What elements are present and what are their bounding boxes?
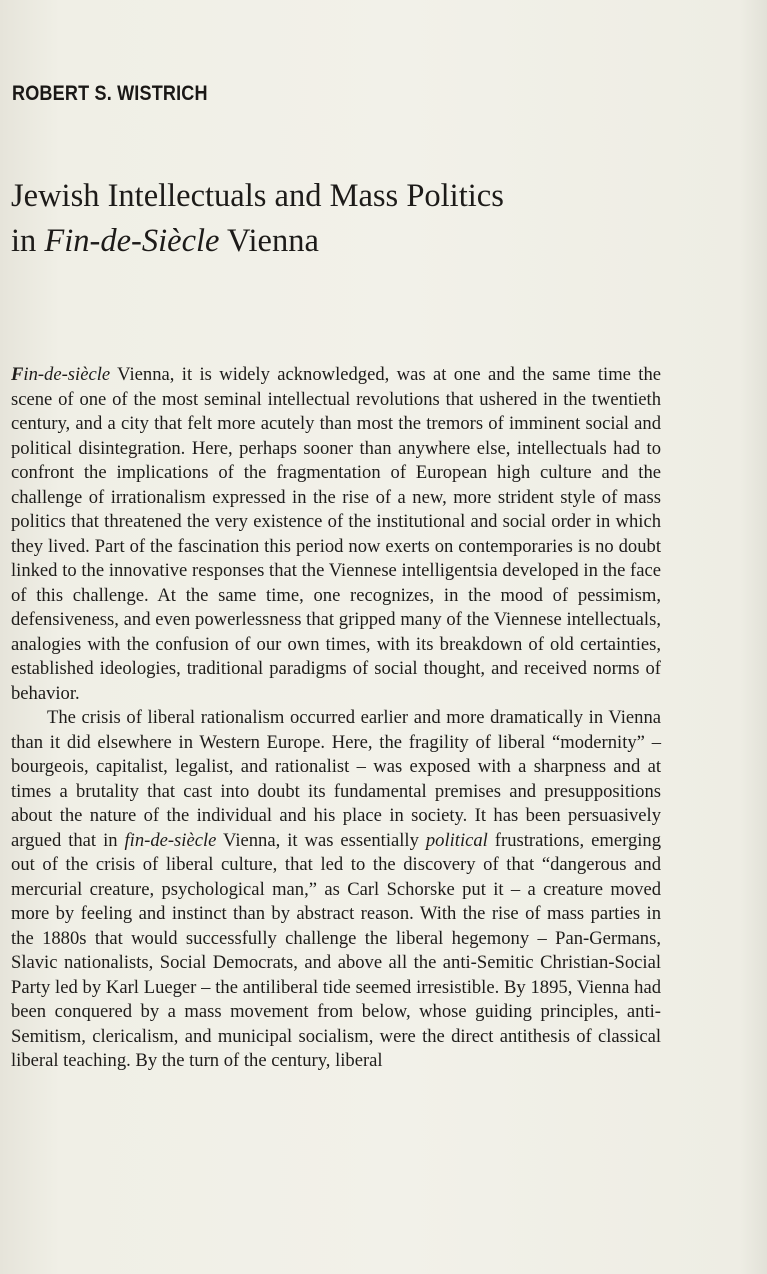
paragraph-2-part-1: The crisis of liberal rationalism occurred earlier and more dramatically in Vienna than it did elsewhere in Western Europe. Here, the fragility of liberal “modernity” – bourgeois, capitalist, legalist, and rationalist – was exposed with a sharpness and at times a brutality that cast into doubt its fundamental premises and presuppositions about the nature of the individual and his place in society. It has been persuasively argued that in xyxy=(11,707,661,851)
paragraph-1-text: Vienna, it is widely acknowledged, was at one and the same time the scene of one of the most seminal intellectual revolutions that ushered in the twentieth century, and a city that felt more acutely than most the tremors of imminent social and political disintegration. Here, perhaps sooner than anywhere else, intellectuals had to confront the implications of the fragmentation of European high culture and the challenge of irrationalism expressed in the rise of a new, more strident style of mass politics that threatened the very existence of the institutional and social order in which they lived. Part of the fascination this period now exerts on contemporaries is no doubt linked to the innovative responses that the Viennese intelligentsia developed in the face of this challenge. At the same time, one recognizes, in the mood of pessimism, defensiveness, and even powerlessness that gripped many of the Viennese intellectuals, analogies with the confusion of our own times, with its breakdown of old certainties, established ideologies, traditional paradigms of social thought, and received norms of behavior. xyxy=(11,364,661,704)
author-name: ROBERT S. WISTRICH xyxy=(12,82,208,105)
paragraph-1 xyxy=(11,363,661,706)
chapter-body xyxy=(11,363,661,1074)
title-line-2-suffix: Vienna xyxy=(219,222,319,259)
paragraph-2-part-3: frustrations, emerging out of the crisis of liberal culture, that led to the discovery of that “dangerous and mercurial creature, psychological man,” as Carl Schorske put it – a creature moved more by feeling and instinct than by abstract reason. With the rise of mass parties in the 1880s that would successfully challenge the liberal hegemony – Pan-Germans, Slavic nationalists, Social Democrats, and above all the anti-Semitic Christian-Social Party led by Karl Lueger – the antiliberal tide seemed irresistible. By 1895, Vienna had been conquered by a mass movement from below, whose guiding principles, anti-Semitism, clericalism, and municipal socialism, were the direct antithesis of classical liberal teaching. By the turn of the century, liberal xyxy=(11,829,661,1071)
title-line-2-italic: Fin-de-Siècle xyxy=(44,222,220,259)
title-line-2-prefix: in xyxy=(11,222,45,259)
chapter-title xyxy=(11,174,631,264)
paragraph-2-italic-2: political xyxy=(425,829,488,851)
title-line-1: Jewish Intellectuals and Mass Politics xyxy=(11,177,504,214)
paragraph-2-part-2: Vienna, it was essentially xyxy=(216,829,426,851)
paragraph-2 xyxy=(11,706,661,1074)
paragraph-1-lead-italic: in-de-siècle xyxy=(23,364,111,385)
paragraph-1-lead-letter: F xyxy=(11,364,24,385)
paragraph-2-italic-1: fin-de-siècle xyxy=(124,829,217,851)
